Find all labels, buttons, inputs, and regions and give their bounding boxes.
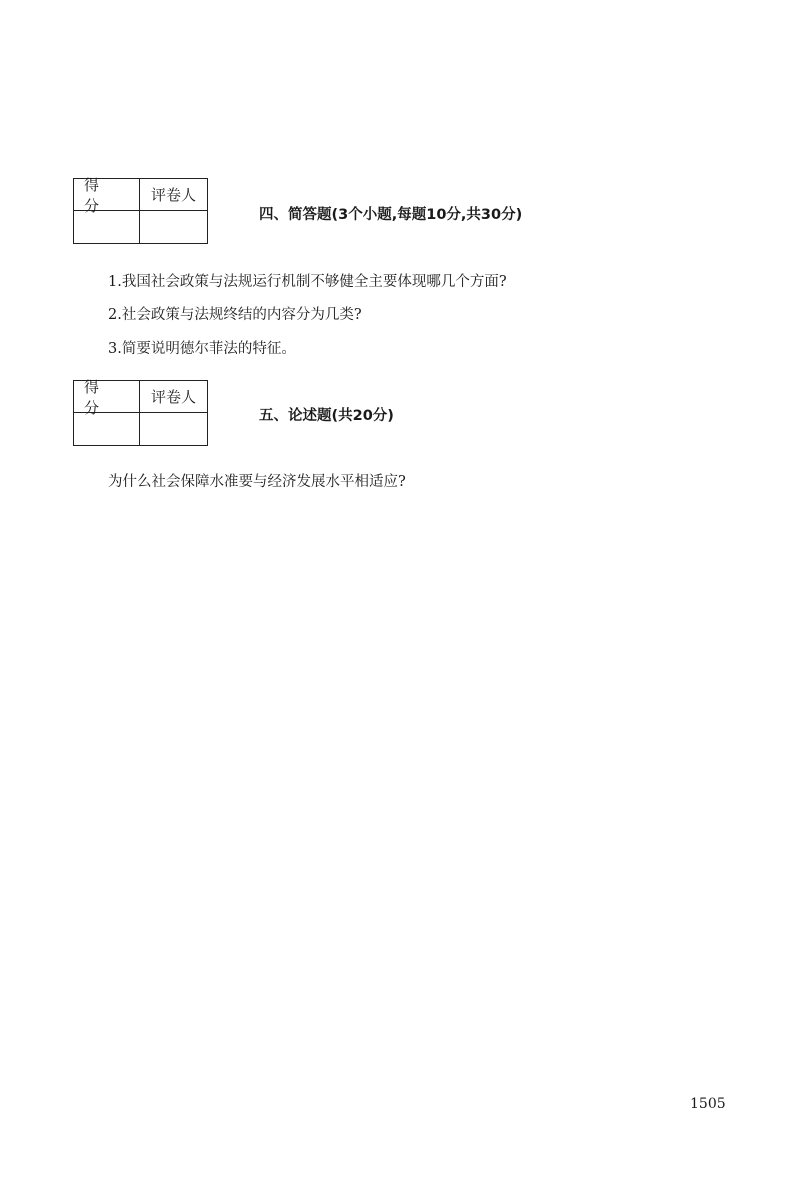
section4-title: 四、简答题(3个小题,每题10分,共30分) — [259, 207, 523, 223]
score-cell[interactable] — [74, 211, 140, 243]
question-1: 1.我国社会政策与法规运行机制不够健全主要体现哪几个方面? — [108, 274, 507, 290]
question-2: 2.社会政策与法规终结的内容分为几类? — [108, 307, 362, 323]
essay-question: 为什么社会保障水准要与经济发展水平相适应? — [108, 474, 406, 490]
grader-header: 评卷人 — [140, 381, 207, 413]
grader-cell[interactable] — [140, 413, 207, 445]
score-header: 得分 — [74, 179, 140, 211]
grader-cell[interactable] — [140, 211, 207, 243]
score-header: 得分 — [74, 381, 140, 413]
question-3: 3.简要说明德尔菲法的特征。 — [108, 341, 296, 357]
score-table-section5 — [73, 377, 208, 446]
section5-title: 五、论述题(共20分) — [259, 408, 394, 424]
page-number: 1505 — [690, 1096, 726, 1112]
grader-header: 评卷人 — [140, 179, 207, 211]
score-table-section4 — [73, 175, 208, 244]
score-cell[interactable] — [74, 413, 140, 445]
